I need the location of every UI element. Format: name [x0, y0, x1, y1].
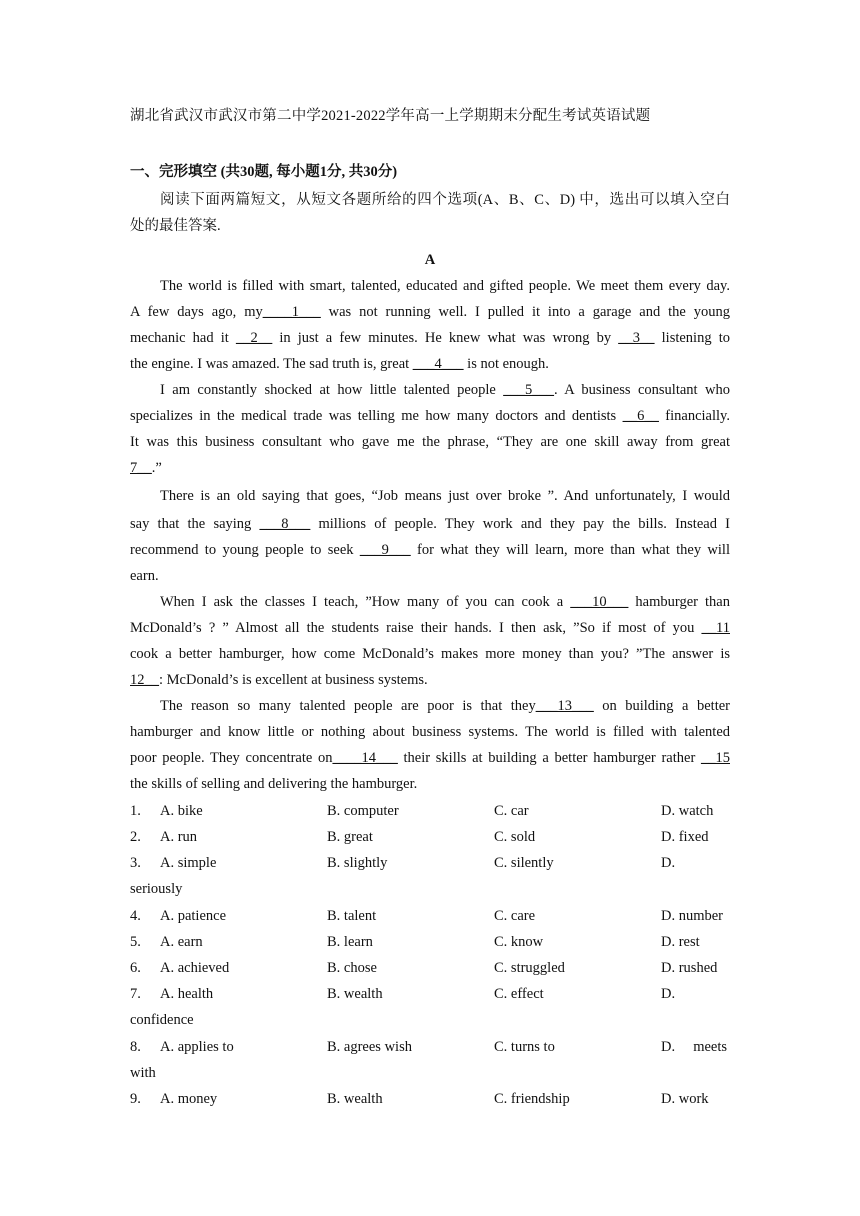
blank-13: ___13___ — [535, 698, 594, 714]
question-number: 1. — [130, 803, 141, 819]
text-run: is not enough. — [463, 356, 549, 372]
passage-line: The world is filled with smart, talented, educated and gifted people. We meet them every day. — [160, 278, 730, 294]
option-row-4 — [130, 906, 730, 926]
text-run: mechanic had it — [130, 330, 236, 346]
passage-line: There is an old saying that goes, “Job means just over broke ”. And unfortunately, I would — [160, 488, 730, 504]
passage-line: It was this business consultant who gave me the phrase, “They are one skill away from great — [130, 434, 730, 450]
blank-10: ___10___ — [570, 594, 629, 610]
text-run: When I ask the classes I teach, ”How many of you can cook a — [160, 594, 571, 610]
passage-line: hamburger and know little or nothing about business systems. The world is filled with talented — [130, 724, 730, 740]
option-d: D. — [661, 855, 676, 871]
passage-line: cook a better hamburger, how come McDonald’s makes more money than you? ”The answer is — [130, 646, 730, 662]
blank-7: 7__ — [130, 460, 152, 476]
option-row-6 — [130, 958, 730, 978]
blank-9: ___9___ — [359, 542, 411, 558]
instruction-line-2: 处的最佳答案. — [130, 218, 221, 234]
option-d: D. watch — [661, 803, 714, 819]
blank-3: __3__ — [618, 330, 655, 346]
passage-line — [130, 328, 730, 348]
blank-6: __6__ — [622, 408, 659, 424]
option-c: C. friendship — [494, 1091, 570, 1107]
question-number: 3. — [130, 855, 141, 871]
document-title: 湖北省武汉市武汉市第二中学2021-2022学年高一上学期期末分配生考试英语试题 — [130, 108, 651, 124]
text-run: A few days ago, my — [130, 304, 263, 320]
question-number: 4. — [130, 908, 141, 924]
option-d: D. number — [661, 908, 724, 924]
option-b: B. wealth — [327, 1091, 383, 1107]
option-c: C. effect — [494, 986, 544, 1002]
text-run: financially. — [658, 408, 730, 424]
option-row-2 — [130, 827, 730, 847]
passage-line — [130, 406, 730, 426]
text-run: their skills at building a better hamburger rather — [397, 750, 701, 766]
option-b: B. talent — [327, 908, 377, 924]
option-b: B. chose — [327, 960, 377, 976]
option-row-5 — [130, 932, 730, 952]
blank-14: ____14___ — [332, 750, 398, 766]
option-d: D. — [661, 986, 676, 1002]
instruction-line-1: 阅读下面两篇短文，从短文各题所给的四个选项(A、B、C、D) 中，选出可以填入空白 — [160, 192, 730, 208]
passage-line — [130, 540, 730, 560]
passage-label: A — [424, 252, 436, 268]
text-run: was not running well. I pulled it into a garage and the young — [320, 304, 730, 320]
blank-15: __15 — [701, 750, 730, 766]
passage-line — [130, 514, 730, 534]
question-number: 8. — [130, 1039, 141, 1055]
text-run: in just a few minutes. He knew what was wrong by — [272, 330, 619, 346]
option-c: C. know — [494, 934, 544, 950]
passage-line: earn. — [130, 568, 159, 584]
option-d: D. rushed — [661, 960, 718, 976]
passage-line — [130, 618, 730, 638]
blank-2: __2__ — [235, 330, 273, 346]
option-c: C. car — [494, 803, 529, 819]
text-run: . A business consultant who — [554, 382, 730, 398]
option-a: A. run — [160, 829, 198, 845]
blank-5: ___5___ — [503, 382, 554, 398]
text-run: : McDonald’s is excellent at business systems. — [159, 672, 428, 688]
option-a: A. earn — [160, 934, 203, 950]
option-row-1 — [130, 801, 730, 821]
text-run: for what they will learn, more than what they will — [410, 542, 730, 558]
option-a: A. simple — [160, 855, 217, 871]
text-run: McDonald’s ? ” Almost all the students raise their hands. I then ask, ”So if most of you — [130, 620, 702, 636]
passage-line — [130, 696, 730, 716]
option-c: C. silently — [494, 855, 554, 871]
question-number: 7. — [130, 986, 141, 1002]
section-heading: 一、完形填空 (共30题, 每小题1分, 共30分) — [130, 164, 398, 180]
text-run: The reason so many talented people are poor is that they — [160, 698, 536, 714]
blank-8: ___8___ — [259, 516, 311, 532]
option-a: A. money — [160, 1091, 218, 1107]
text-run: I am constantly shocked at how little talented people — [160, 382, 504, 398]
option-a: A. patience — [160, 908, 227, 924]
passage-line — [130, 302, 730, 322]
passage-line — [130, 592, 730, 612]
blank-1: ____1___ — [262, 304, 321, 320]
text-run: millions of people. They work and they pay the bills. Instead I — [310, 516, 730, 532]
text-run: the engine. I was amazed. The sad truth is, great — [130, 356, 413, 372]
passage-line: the skills of selling and delivering the hamburger. — [130, 776, 418, 792]
option-a: A. health — [160, 986, 214, 1002]
option-d: D. rest — [661, 934, 700, 950]
option-a: A. bike — [160, 803, 203, 819]
text-run: recommend to young people to seek — [130, 542, 360, 558]
option-b: B. wealth — [327, 986, 383, 1002]
option-row-8 — [130, 1037, 730, 1057]
question-number: 2. — [130, 829, 141, 845]
passage-line — [130, 748, 730, 768]
question-number: 6. — [130, 960, 141, 976]
option-b: B. great — [327, 829, 373, 845]
text-run: listening to — [654, 330, 730, 346]
option-d: D. fixed — [661, 829, 709, 845]
passage-line — [130, 458, 730, 478]
option-c: C. turns to — [494, 1039, 555, 1055]
option-d-continuation: with — [130, 1065, 156, 1081]
question-number: 5. — [130, 934, 141, 950]
blank-4: ___4___ — [412, 356, 464, 372]
option-d-continuation: confidence — [130, 1012, 194, 1028]
option-d: D. meets — [661, 1039, 728, 1055]
option-b: B. agrees wish — [327, 1039, 412, 1055]
option-a: A. applies to — [160, 1039, 234, 1055]
text-run: hamburger than — [628, 594, 730, 610]
option-row-9 — [130, 1089, 730, 1109]
text-run: specializes in the medical trade was telling me how many doctors and dentists — [130, 408, 623, 424]
passage-line — [130, 380, 730, 400]
text-run: say that the saying — [130, 516, 260, 532]
option-b: B. learn — [327, 934, 373, 950]
option-d-continuation: seriously — [130, 881, 183, 897]
option-row-7 — [130, 984, 730, 1004]
blank-11: __11 — [701, 620, 730, 636]
option-a: A. achieved — [160, 960, 230, 976]
blank-12: 12__ — [130, 672, 159, 688]
option-d: D. work — [661, 1091, 709, 1107]
option-row-3 — [130, 853, 730, 873]
question-number: 9. — [130, 1091, 141, 1107]
option-c: C. sold — [494, 829, 536, 845]
option-b: B. computer — [327, 803, 399, 819]
text-run: .” — [151, 460, 162, 476]
text-run: on building a better — [593, 698, 731, 714]
text-run: poor people. They concentrate on — [130, 750, 333, 766]
option-c: C. struggled — [494, 960, 565, 976]
passage-line — [130, 670, 730, 690]
passage-line — [130, 354, 730, 374]
option-c: C. care — [494, 908, 536, 924]
option-b: B. slightly — [327, 855, 388, 871]
